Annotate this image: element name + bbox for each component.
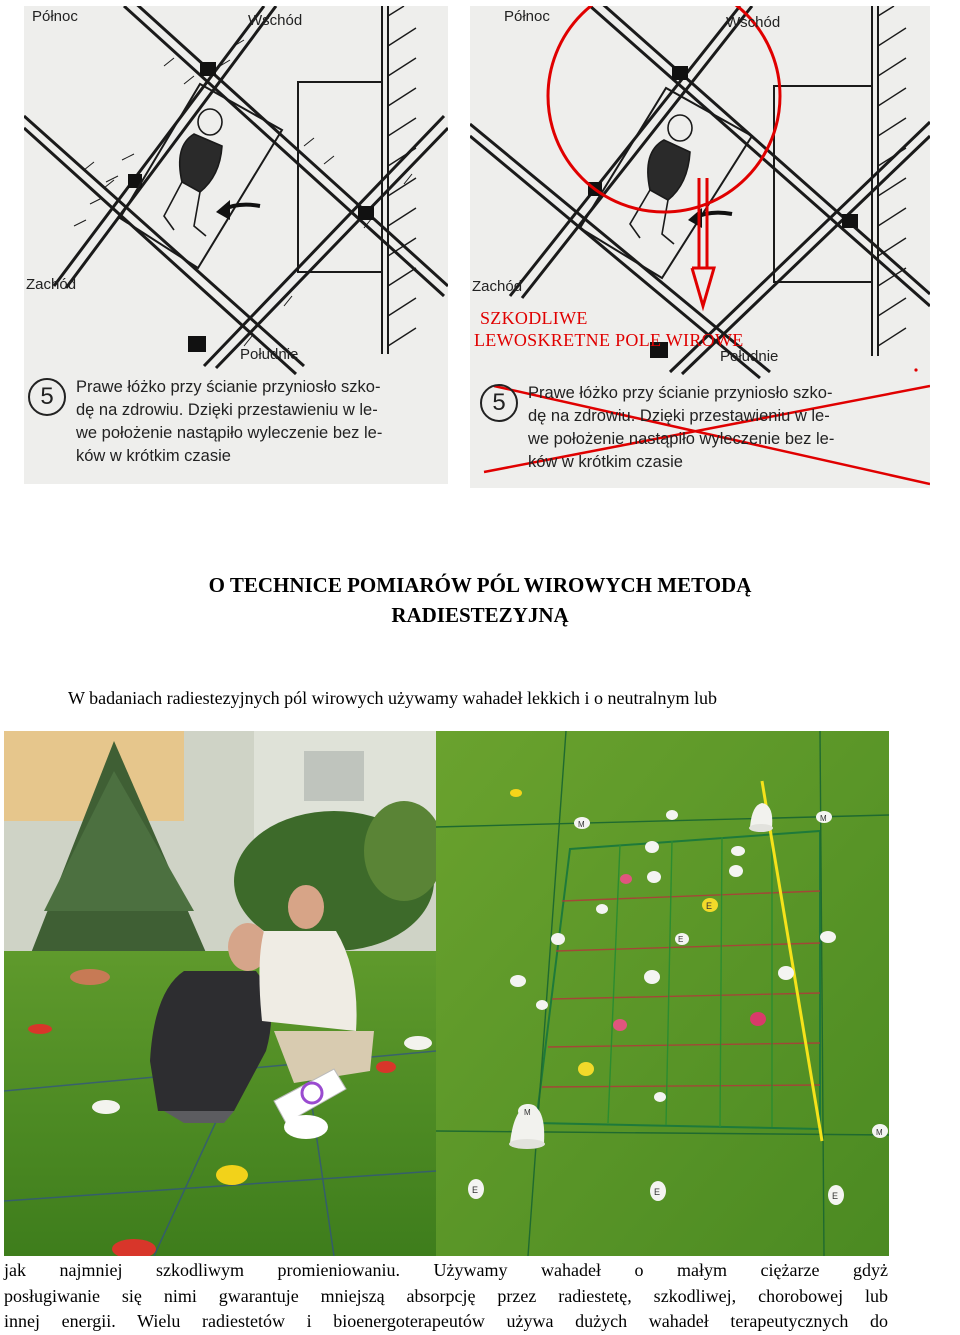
marker-label-e: E bbox=[472, 1185, 479, 1195]
annotation-vortex-field: LEWOSKRETNE POLE WIROWE bbox=[474, 330, 744, 350]
section-title-line1: O TECHNICE POMIARÓW PÓL WIROWYCH METODĄ bbox=[208, 573, 752, 597]
marker-label-e: E bbox=[706, 901, 713, 911]
caption-left-line2: dę na zdrowiu. Dzięki przestawieniu w le- bbox=[76, 401, 378, 419]
down-arrow bbox=[692, 178, 714, 306]
photo-radiesthesists bbox=[4, 731, 436, 1256]
marker-label-m: M bbox=[578, 820, 585, 829]
figure-right-scan bbox=[470, 6, 930, 488]
south-label-left: Południe bbox=[240, 346, 299, 363]
figure-left-scan bbox=[24, 6, 448, 484]
marker-label-e: E bbox=[654, 1187, 661, 1197]
marker-label-m: M bbox=[876, 1128, 883, 1137]
caption-right-line2: dę na zdrowiu. Dzięki przestawieniu w le- bbox=[528, 407, 830, 425]
caption-right-line3: we położenie nastąpiło wyleczenie bez le- bbox=[528, 430, 835, 448]
east-label-left: Wschód bbox=[248, 12, 303, 29]
figure-number-right: 5 bbox=[480, 384, 518, 422]
body-line-1: jak najmniej szkodliwym promieniowaniu. Używamy wahadeł o małym ciężarze gdyż bbox=[4, 1260, 888, 1280]
marker-label-m: M bbox=[524, 1108, 531, 1117]
photo-measurement-grid bbox=[436, 731, 889, 1256]
caption-right-line4: ków w krótkim czasie bbox=[528, 453, 683, 471]
intro-paragraph-line: W badaniach radiestezyjnych pól wirowych używamy wahadeł lekkich i o neutralnym lub bbox=[68, 688, 717, 708]
annotation-harmful: SZKODLIWE bbox=[480, 308, 588, 328]
north-label-left: Północ bbox=[32, 8, 78, 25]
body-line-2: posługiwanie się nimi gwarantuje mniejszą absorpcję przez radiestetę, szkodliwej, chorobowej lub bbox=[4, 1286, 888, 1306]
east-label-right: Wschód bbox=[726, 14, 781, 31]
west-label-left: Zachód bbox=[26, 276, 77, 293]
marker-label-e: E bbox=[832, 1191, 839, 1201]
caption-left-line3: we położenie nastąpiło wyleczenie bez le- bbox=[76, 424, 383, 442]
body-line-3: innej energii. Wielu radiestetów i bioenergoterapeutów używa dużych wahadeł terapeutycznych do bbox=[4, 1311, 888, 1331]
marker-label-m: M bbox=[820, 814, 827, 823]
west-label-right: Zachód bbox=[472, 278, 523, 295]
south-label-right: Południe bbox=[720, 348, 779, 365]
marker-label-e: E bbox=[678, 935, 684, 944]
north-label-right: Północ bbox=[504, 8, 550, 25]
caption-left-line4: ków w krótkim czasie bbox=[76, 447, 231, 465]
caption-right-line1: Prawe łóżko przy ścianie przyniosło szko- bbox=[528, 384, 833, 402]
section-title-line2: RADIESTEZYJNĄ bbox=[391, 603, 569, 627]
caption-left-line1: Prawe łóżko przy ścianie przyniosło szko- bbox=[76, 378, 381, 396]
figure-number-left: 5 bbox=[28, 378, 66, 416]
